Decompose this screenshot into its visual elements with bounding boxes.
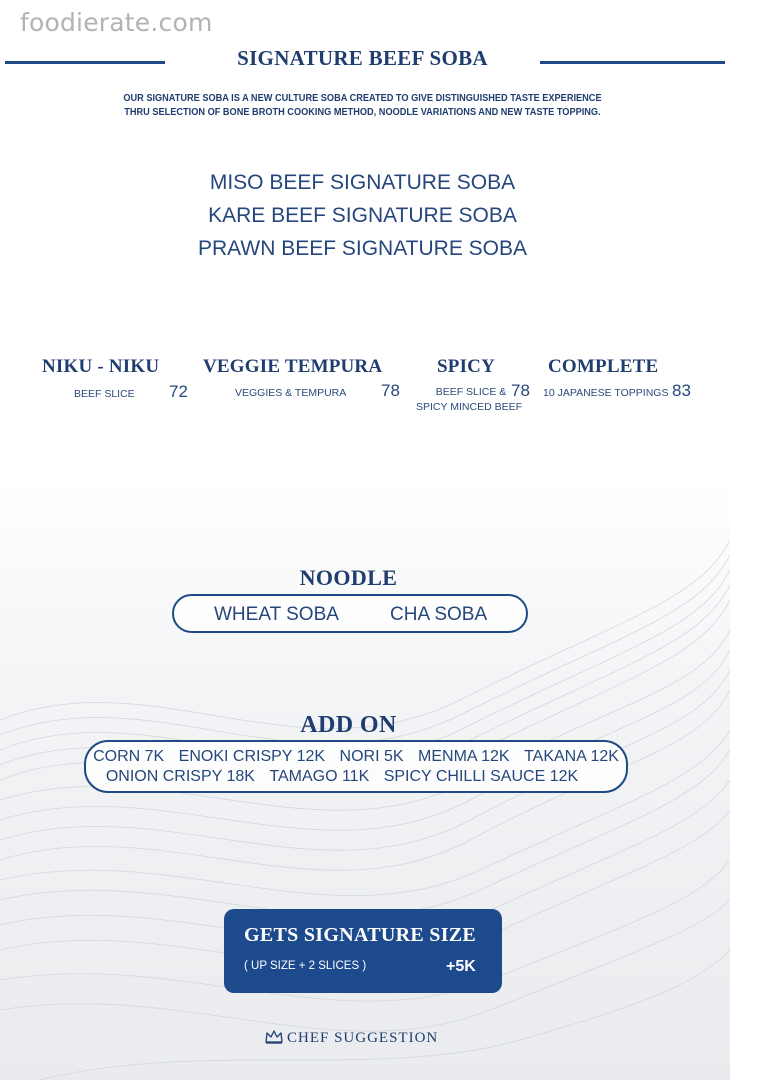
addon-enoki-crispy: ENOKI CRISPY 12K: [178, 748, 326, 765]
addon-corn: CORN 7K: [93, 748, 165, 765]
noodle-option-cha-soba: CHA SOBA: [390, 604, 488, 625]
addon-takana: TAKANA 12K: [524, 748, 619, 765]
variant-miso: MISO BEEF SIGNATURE SOBA: [209, 171, 516, 194]
menu-item-niku-niku: [42, 356, 188, 401]
menu-item-name: SPICY: [437, 356, 496, 377]
watermark-text: foodierate.com: [20, 8, 213, 37]
intro-line-2: THRU SELECTION OF BONE BROTH COOKING METHOD, NOODLE VARIATIONS AND NEW TASTE TOPPING.: [124, 107, 601, 118]
addon-line-2: [72, 768, 612, 786]
menu-item-name: VEGGIE TEMPURA: [203, 356, 383, 377]
addon-heading: ADD ON: [300, 712, 397, 738]
variant-kare: KARE BEEF SIGNATURE SOBA: [208, 204, 517, 227]
menu-item-desc: BEEF SLICE: [74, 388, 135, 400]
noodle-options-pill: [172, 594, 528, 633]
addon-line-1: [86, 748, 626, 766]
addon-nori: NORI 5K: [339, 748, 404, 765]
menu-item-desc-line-2: SPICY MINCED BEEF: [416, 401, 522, 413]
noodle-option-wheat-soba: WHEAT SOBA: [214, 604, 339, 625]
signature-size-box: [224, 909, 502, 993]
menu-item-desc: 10 JAPANESE TOPPINGS: [543, 387, 669, 399]
signature-size-subtitle: ( UP SIZE + 2 SLICES ): [244, 960, 367, 972]
addon-spicy-chilli-sauce: SPICY CHILLI SAUCE 12K: [383, 768, 579, 785]
menu-item-desc-line-1: BEEF SLICE &: [435, 386, 507, 398]
menu-item-price: 72: [169, 382, 188, 401]
menu-item-price: 78: [381, 381, 400, 400]
addon-menma: MENMA 12K: [418, 748, 510, 765]
addon-options-pill: [84, 740, 628, 793]
signature-size-price: +5K: [446, 958, 476, 975]
soba-variant-list: [0, 166, 725, 265]
crown-icon: [265, 1030, 283, 1049]
menu-item-desc: VEGGIES & TEMPURA: [235, 387, 347, 399]
addon-tamago: TAMAGO 11K: [269, 768, 370, 785]
menu-item-name: NIKU - NIKU: [42, 356, 160, 377]
signature-size-title: GETS SIGNATURE SIZE: [244, 924, 477, 946]
page-title: SIGNATURE BEEF SOBA: [237, 46, 488, 70]
chef-suggestion: [265, 1030, 438, 1049]
menu-item-veggie-tempura: [203, 356, 400, 400]
addon-onion-crispy: ONION CRISPY 18K: [105, 768, 255, 785]
intro-text: [29, 92, 696, 120]
menu-item-spicy: [416, 356, 530, 413]
intro-line-1: OUR SIGNATURE SOBA IS A NEW CULTURE SOBA CREATED TO GIVE DISTINGUISHED TASTE EXPERIENCE: [123, 93, 602, 104]
noodle-heading: NOODLE: [299, 565, 398, 590]
menu-item-complete: [543, 356, 691, 400]
menu-item-name: COMPLETE: [548, 356, 659, 377]
chef-suggestion-label: CHEF SUGGESTION: [287, 1030, 439, 1046]
menu-item-price: 83: [672, 381, 691, 400]
variant-prawn: PRAWN BEEF SIGNATURE SOBA: [197, 237, 528, 260]
menu-item-price: 78: [511, 381, 530, 400]
